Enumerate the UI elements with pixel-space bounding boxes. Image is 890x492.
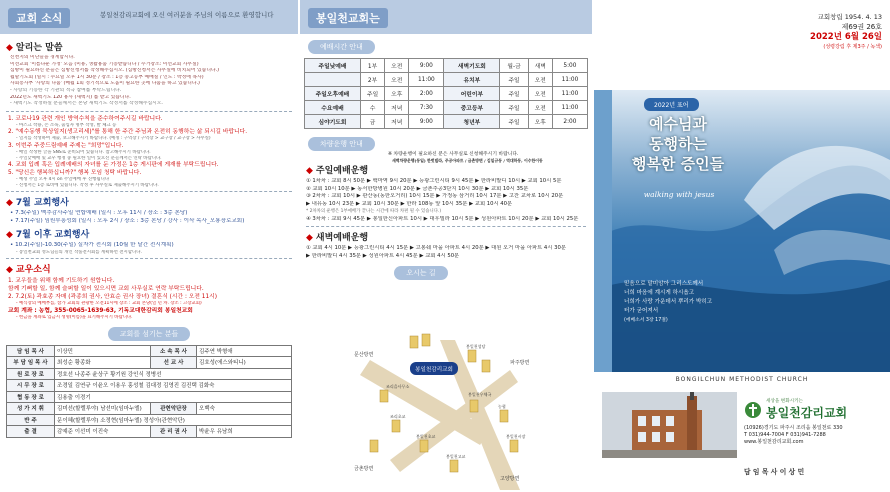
worship-cell: 오전 [528, 87, 552, 101]
top-notes [0, 55, 298, 108]
slogan: 세상을 변화시키는 [766, 399, 803, 404]
dawn-title: ◆ 새벽예배운행 [306, 233, 369, 243]
july-item: • 7.17(주일) 임원부흥성회 (일시 : 오후 2시 / 장소 : 3층 본당 / 강사 : 이삭 목사_오룡장로교회) [10, 217, 245, 224]
map-place-label: 봉일천초교 [416, 434, 436, 439]
worship-table [304, 58, 588, 129]
phone: T 031)944-7004 F 031)941-7288 [744, 432, 826, 438]
worship-cell: 오후 [385, 87, 409, 101]
staff-role: 관현악단장 [151, 403, 197, 415]
july2-note: - 봉일천교회 성도님들의 개인 작품전시회를 계획하면 전시합니다. [16, 249, 142, 255]
church-name: 봉일천감리교회 [766, 406, 848, 420]
issue: 제69권 26호 [841, 23, 882, 31]
top-note: - 새벽기도 작정하실 분들께서는 본당 새벽기도 작정서를 작성해주십시오. [10, 101, 163, 107]
divider [6, 191, 292, 192]
staff-role: 관 리 권 사 [151, 426, 197, 438]
worship-cell: 수 [361, 101, 385, 115]
map-church-label: 봉일천감리교회 [415, 367, 453, 373]
staff-table [6, 345, 292, 438]
top-note: 심방이 필요하신 분들은 심방신청서를 작성해주십시오. (심방신청서는 사무실에 비치되어 있습니다.) [10, 68, 219, 74]
july2-title: ◆ 7월 이후 교회행사 [6, 230, 90, 241]
staff-role: 부 담 임 목 사 [7, 357, 55, 369]
top-note: 월말기도회 (일시 : 수요일 오후 1시 30분 / 장소 : 1층 중고등부 예배실 / 인도 : 박정애 목사) [10, 74, 204, 80]
founded: 교회창립 1954. 4. 13 [817, 13, 882, 21]
church-logo-block [744, 398, 884, 446]
notice-item: - 일지를 작성하여 제출, 보고해주시기 바랍니다. (예정 : 구역장 / 구역장 > 교구장 / 교구장 > 사무실) [16, 136, 211, 142]
worship-cell: 주일 [500, 87, 528, 101]
cover-side-stripe [594, 90, 612, 372]
account: 교회 계좌 : 농협, 355-0065-1639-63, 기독교대한감리회 봉일천교회 [8, 308, 193, 314]
address: (10926)경기도 파주시 조리읍 봉일천로 330 [744, 425, 843, 431]
worship-cell: 수요예배 [305, 101, 361, 115]
diamond-icon: ◆ [306, 166, 313, 176]
sunday-route: ③ 2차차 : 교회 10시 ▶ 관산동(동한오거리) 10시 15분 ▶ 가정동 삼거리 10시 17분 ▶ 고잔 교차로 10시 20분 [306, 193, 564, 199]
welcome-text: 봉일천감리교회에 오신 여러분을 주님의 이름으로 환영합니다 [100, 11, 274, 19]
worship-cell: 7:30 [409, 101, 444, 115]
map-place-label: 봉일천우체국 [468, 392, 492, 397]
motto-en: walking with jesus [643, 190, 715, 199]
bus-pill: 차량운행 안내 [308, 137, 375, 151]
worship-cell: 청년부 [444, 115, 500, 129]
notice-item: 4. 교회 입례 혹은 입례예배의 자녀를 둔 가정은 1층 게시판에 게재를 부탁드립니다. [8, 162, 219, 169]
staff-row [7, 403, 292, 415]
liturgical-week: (성령강림 후 제3주 / 녹색) [823, 44, 882, 50]
notice-item: - 마스크 착용, 손 소독, 출입자 명부 작성, 발 체크 등 [16, 122, 117, 128]
worship-cell: 11:00 [552, 101, 587, 115]
july-title: ◆ 7월 교회행사 [6, 198, 69, 209]
divider [6, 111, 292, 112]
news-item: 2. 7.2(토) 곽효종 자매 (곽종희 권사, 안효순 권사 장녀) 결혼식 (시간 : 오전 11시) [8, 294, 218, 301]
info-header [300, 0, 592, 34]
worship-cell: 오전 [528, 101, 552, 115]
sunday-route: ① 1차차 : 교회 8시 50분 ▶ 백마역 9시 20분 ▶ 등광그린시티 9시 45분 ▶ 한라비발디 10시 ▶ 교회 10시 5분 [306, 178, 562, 184]
staff-names: 조경일 김연규 이윤오 이용우 홍성철 김대정 김영진 김진택 김화숙 [55, 380, 292, 392]
sunday-route: ④ 3차차 : 교회 9시 45분 ▶ 봉일한신아파트 10시 ▶ 대우빌라 10시 5분 ▶ 성원아파트 10시 20분 ▶ 교회 10시 25분 [306, 215, 579, 222]
notice-item: - 매일 작성한 글을 SNS로 준비되어 있습니다. 참고해주시기 바랍니다. [16, 149, 151, 155]
divider [306, 226, 586, 227]
july-item: • 7.3(주일) 맥추감사주일 연합예배 (일시 : 오후 11시 / 장소 : 3층 본당) [10, 210, 188, 217]
worship-cell: 9:00 [409, 115, 444, 129]
staff-names: 감예준 이선미 이진숙 [55, 426, 151, 438]
map-place-label: 봉일천고교 [446, 454, 466, 459]
worship-cell: 2부 [361, 73, 385, 87]
worship-cell: 유치부 [444, 73, 500, 87]
staff-names: 김미선(할렐루야) 남선미(임마누엘) [55, 403, 151, 415]
diamond-icon: ◆ [6, 230, 13, 241]
staff-names: 정호선 나종주 윤상구 황기원 강인식 정병선 [55, 368, 292, 380]
staff-row [7, 345, 292, 357]
diamond-icon: ◆ [6, 265, 13, 276]
map-road-label: 고양방면 [500, 476, 520, 482]
diamond-icon: ◆ [6, 198, 13, 209]
website: www.봉일천감리교회.com [744, 439, 804, 445]
staff-row [7, 368, 292, 380]
top-note: 신천지의 미단들을 경계합시다. [10, 55, 75, 60]
worship-cell: 오전 [385, 73, 409, 87]
worship-cell: 주일오후예배 [305, 87, 361, 101]
worship-cell: 새벽 [528, 59, 552, 73]
staff-role: 담 임 목 사 [7, 345, 55, 357]
worship-cell: 오후 [528, 115, 552, 129]
cover-wave-image [594, 90, 890, 372]
church-building-photo [602, 392, 737, 458]
dawn-routes [300, 245, 592, 260]
sunday-routes [300, 178, 592, 223]
map-pill: 오시는 길 [394, 266, 447, 280]
staff-row [7, 357, 292, 369]
worship-cell: 11:00 [552, 73, 587, 87]
worship-cell: 저녁 [385, 101, 409, 115]
news-header-title: 교회 소식 [8, 8, 70, 28]
worship-cell: 저녁 [385, 115, 409, 129]
motto: 예수님과 동행하는 행복한 증인들 [631, 115, 725, 173]
notice-item: - 주일낮예배 및 교우 행정 중 필요한 일이 있으신 분들께서는 연락 바랍니다. [16, 155, 162, 161]
staff-row [7, 414, 292, 426]
worship-cell: 주일 [500, 115, 528, 129]
worship-cell: 11:00 [409, 73, 444, 87]
news-item: 함께 기뻐할 일, 함께 슬퍼할 일이 있으시면 교회 사무실로 연락 부탁드립니다. [8, 286, 204, 293]
staff-role: 출 결 [7, 426, 55, 438]
news-panel [0, 0, 298, 492]
issue-info [810, 12, 882, 52]
bus-note: ※ 차량운행이 필요하신 분은 사무실로 신청해주시기 바랍니다. [388, 152, 519, 157]
staff-names: 이상민 [55, 345, 151, 357]
year-badge: 2022년 표어 [644, 98, 699, 111]
map-road-label: 금촌방면 [354, 466, 374, 472]
sunday-route: * 2차차의 운행은 1부예배가 끝나는 시간에 따라 차편 될 수 있습니다.) [306, 209, 442, 214]
map-place-label: 조리초교 [390, 414, 406, 419]
staff-names: 김호성(에스와티니) [197, 357, 292, 369]
sunday-route: ② 교회 10시 10분 ▶ 동서한방병원 10시 20분 ▶ 금촌주공3단지 10시 30분 ▶ 교회 10시 35분 [306, 185, 529, 192]
worship-cell: 새벽기도회 [444, 59, 500, 73]
divider [6, 258, 292, 259]
staff-role: 반 주 [7, 414, 55, 426]
news-item: 1. 교우들을 위해 함께 기도하기 원합니다. [8, 278, 115, 285]
top-note: - 사랑의 기능한 각 기관의 적극 참여를 부탁드립니다. [10, 87, 122, 93]
worship-cell: 심야기도회 [305, 115, 361, 129]
map-place-label: 농협 [498, 404, 506, 409]
staff-names: 오백숙 [197, 403, 292, 415]
staff-role: 소 속 목 사 [151, 345, 197, 357]
top-note: 2022년도 새벽기도 120 용사 (새벽지) 를 받고 있습니다. [10, 94, 131, 100]
worship-cell: 어린이부 [444, 87, 500, 101]
notice-item: - 신청서는 1층 로비에 있습니다. 작성 후 사무실로 제출해주시기 바랍니다. [16, 182, 159, 188]
worship-cell: 9:00 [409, 59, 444, 73]
worship-row [305, 115, 588, 129]
staff-names: 김용출 이경기 [55, 391, 292, 403]
staff-names: 최성순 황종화 [55, 357, 151, 369]
staff-role: 시 무 장 로 [7, 380, 55, 392]
worship-row [305, 59, 588, 73]
news-header [0, 0, 298, 34]
staff-names: 박윤우 유남희 [197, 426, 292, 438]
worship-cell: 오전 [528, 73, 552, 87]
staff-names: 김주연 박형애 [197, 345, 292, 357]
diamond-icon: ◆ [6, 43, 13, 53]
worship-cell: 2:00 [409, 87, 444, 101]
staff-row [7, 426, 292, 438]
sunday-title: ◆ 주일예배운행 [306, 166, 369, 176]
staff-pill: 교회를 섬기는 분들 [108, 327, 191, 341]
worship-cell: 1부 [361, 59, 385, 73]
news-item: - 예식장의 예배부를, 참가 교회의 관광한 오전11시에 장소 : 교회 본당(일 년 차. 장소 : 고장교회) [16, 301, 202, 307]
verse: 믿음으로 말미암아 그리스도께서 너희 마음에 계시게 하시옵고 너희가 사랑 가운데서 뿌리가 박히고 터가 굳어져서 (에베소서 3장 17절) [624, 281, 713, 323]
staff-role: 성 가 지 휘 [7, 403, 55, 415]
worship-cell: 11:00 [552, 87, 587, 101]
worship-row [305, 73, 588, 87]
sunday-route: ▶ 내유동 10시 23분 ▶ 교회 10시 30분 ▶ 한라 108동 앞 10시 35분 ▶ 교회 10시 40분 [306, 200, 513, 207]
worship-row [305, 87, 588, 101]
dawn-route: ▶ 한라비발디 4시 35분 ▶ 성원아파트 4시 45분 ▶ 교회 4시 50분 [306, 252, 460, 259]
map-road-label: 파주방면 [510, 360, 530, 366]
notice-item: 1. 코로나19 관련 개인 방역수칙을 준수하여주시길 바랍니다. [8, 115, 163, 122]
worship-cell [305, 73, 361, 87]
worship-pill: 예배시간 안내 [308, 40, 375, 54]
notice-item: 5. "당신은 행복하십니까?" 행복 모임 청탁 바랍니다. [8, 170, 142, 177]
notice-items [0, 115, 298, 189]
july2-item: • 10.2(주일)-10.30(주일) 실자가 전시회 (10월 한 달간 전시계획) [10, 242, 174, 249]
bulletin-date: 2022년 6월 26일 [810, 32, 882, 42]
worship-cell: 주일 [500, 101, 528, 115]
staff-row [7, 391, 292, 403]
staff-role: 원 로 장 로 [7, 368, 55, 380]
map-place-label: 봉일천시장 [506, 434, 526, 439]
worship-cell: 금 [361, 115, 385, 129]
map-place-label: 봉일천성당 [466, 344, 486, 349]
news-items [0, 277, 298, 307]
diamond-icon: ◆ [306, 233, 313, 243]
worship-cell: 월-금 [500, 59, 528, 73]
staff-row [7, 380, 292, 392]
account-note: - 헌금을 계좌로 입금시 성명(이름)을 표기해주시기 바랍니다. [16, 315, 133, 320]
worship-cell: 5:00 [552, 59, 587, 73]
news-title: ◆ 교우소식 [6, 265, 51, 276]
notice-item: - 예성 주일 오후 4시 on 주일예배 후 진행됩니다 [16, 177, 110, 183]
church-logo-icon [744, 401, 762, 419]
info-panel [300, 0, 592, 492]
worship-cell: 중고등부 [444, 101, 500, 115]
worship-cell: 오전 [385, 59, 409, 73]
worship-cell: 2:00 [552, 115, 587, 129]
bus-note2: 새벽차량운행(동일) 한벗빌라, 주공아파트 / 금촌방면 / 김일규동 / 역대하동, 이수한이동 [392, 158, 543, 163]
worship-cell: 주일 [500, 73, 528, 87]
staff-names: 문이혜(할렐루야) 소정현(임마누엘) 정성아(관현악단) [55, 414, 292, 426]
location-map [350, 330, 550, 490]
senior-pastor: 담 임 목 사 이 상 민 [744, 468, 805, 476]
dawn-route: ① 교회 4시 10분 ▶ 등광그린시티 4시 15분 ▶ 고봉쉐 마을 아파트 4시 20분 ▶ 대원 오거 마을 아파트 4시 30분 [306, 245, 566, 251]
staff-role: 선 교 사 [151, 357, 197, 369]
worship-cell: 주일 [361, 87, 385, 101]
worship-row [305, 101, 588, 115]
church-en-name: BONGILCHUN METHODIST CHURCH [675, 376, 809, 383]
cover-panel [594, 0, 890, 492]
info-header-title: 봉일천교회는 [308, 8, 388, 28]
top-note: 이선교회 '이름다운 가정' 모음 (미용, 생활용품 기증받습니다 / 수거장소: 이선교회 사무실) [10, 61, 199, 67]
notice-item: 3. 이번주 주중드림예배 주제는 "희망"입니다. [8, 142, 124, 149]
staff-role: 협 동 장 로 [7, 391, 55, 403]
notice-title: ◆ 알리는 말씀 [6, 43, 63, 53]
notice-item: 2. "예수동행 묵상일지(생고리세)"를 통해 한 주간 주님과 온전히 동행하는 삶 되시길 바랍니다. [8, 129, 248, 136]
map-road-label: 문산방면 [354, 352, 374, 358]
map-place-label: 조리읍사무소 [386, 384, 410, 389]
worship-cell: 주일낮예배 [305, 59, 361, 73]
top-note: 사회봉사부 '사랑의 나눔' (매월 1회 정기적으로 도움이 필요한 곳에 나눔을 하고 있습니다.) [10, 81, 200, 87]
